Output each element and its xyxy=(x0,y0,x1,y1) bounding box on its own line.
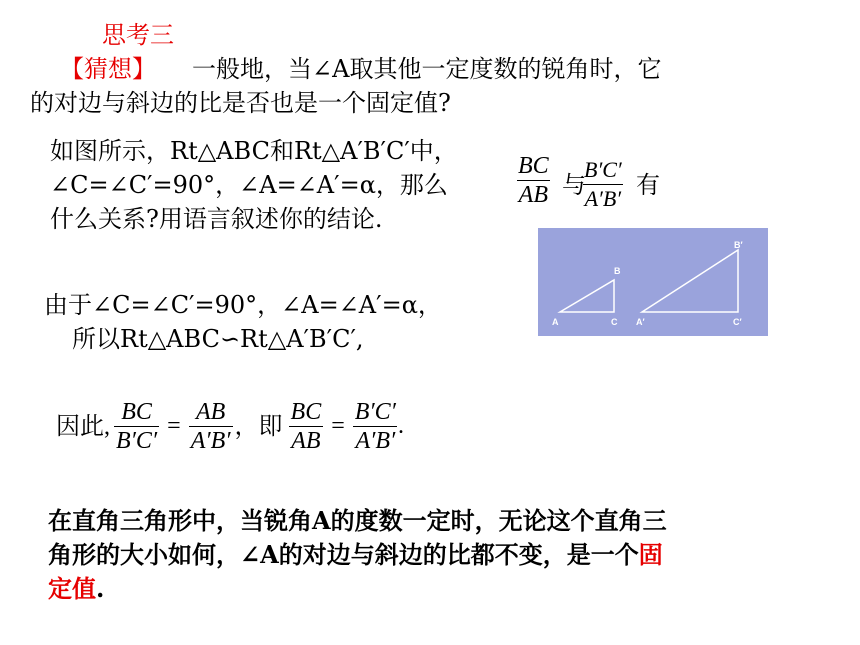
eq1-left-numerator: BC xyxy=(121,399,152,425)
problem-line-1: 如图所示，Rt△ABC和Rt△A′B′C′中， xyxy=(50,137,458,165)
conclusion-highlight-1: 固 xyxy=(638,540,663,569)
fraction-numerator: B′C′ xyxy=(584,157,622,182)
eq1-left-denominator: B′C′ xyxy=(116,428,158,454)
eq1-right-denominator: A′B′ xyxy=(190,428,231,454)
fraction-bc-ab xyxy=(516,152,551,209)
problem-line-3: 什么关系?用语言叙述你的结论. xyxy=(50,205,383,233)
conclusion-end-period: . xyxy=(96,574,105,603)
eq2-left-numerator: BC xyxy=(290,399,322,425)
eq2-left-denominator: AB xyxy=(291,428,321,454)
eq2-right-numerator: B′C′ xyxy=(354,399,396,425)
connector-word: 与 xyxy=(562,171,586,199)
fraction-denominator: A′B′ xyxy=(584,186,622,211)
label-a: A xyxy=(552,317,559,327)
fraction-numerator: BC xyxy=(518,153,549,179)
guess-line-1 xyxy=(60,54,661,84)
eq1-right-numerator: AB xyxy=(195,399,226,425)
label-c: C xyxy=(611,317,618,327)
label-b: B xyxy=(614,266,621,276)
equation-end-period: . xyxy=(397,413,404,439)
problem-line-2: ∠C=∠C′=90°，∠A=∠A′=α，那么 xyxy=(50,171,448,199)
therefore-word: 因此, xyxy=(56,413,110,440)
section-heading: 思考三 xyxy=(102,21,174,49)
guess-line-2: 的对边与斜边的比是否也是一个固定值? xyxy=(30,89,451,117)
triangle-figure xyxy=(538,228,768,336)
fraction-bc-ab-prime xyxy=(582,156,624,213)
triangles-diagram xyxy=(538,228,768,336)
conclusion-line-3 xyxy=(48,574,104,604)
conclusion-line-2 xyxy=(48,540,663,570)
conclusion-highlight-2: 定值 xyxy=(48,574,96,603)
conclusion-text-2: 角形的大小如何，∠A的对边与斜边的比都不变，是一个 xyxy=(48,540,639,569)
conclusion-line-1: 在直角三角形中，当锐角A的度数一定时，无论这个直角三 xyxy=(48,506,667,535)
so-line: 所以Rt△ABC∽Rt△A′B′C′, xyxy=(72,325,364,353)
since-line: 由于∠C=∠C′=90°，∠A=∠A′=α， xyxy=(44,291,442,319)
equals-sign: = xyxy=(331,413,345,439)
therefore-equation xyxy=(56,398,404,455)
fraction-denominator: AB xyxy=(518,182,548,208)
guess-text-1: 一般地，当∠A取其他一定度数的锐角时，它 xyxy=(192,55,662,83)
label-c-prime: C′ xyxy=(733,317,742,327)
label-b-prime: B′ xyxy=(734,240,743,250)
label-a-prime: A′ xyxy=(636,317,645,327)
ie-word: ，即 xyxy=(234,413,283,440)
large-triangle xyxy=(642,250,738,312)
guess-label: 【猜想】 xyxy=(60,55,156,83)
equals-sign: = xyxy=(167,413,181,439)
have-word: 有 xyxy=(636,171,660,199)
small-triangle xyxy=(560,280,614,312)
eq2-right-denominator: A′B′ xyxy=(355,428,396,454)
